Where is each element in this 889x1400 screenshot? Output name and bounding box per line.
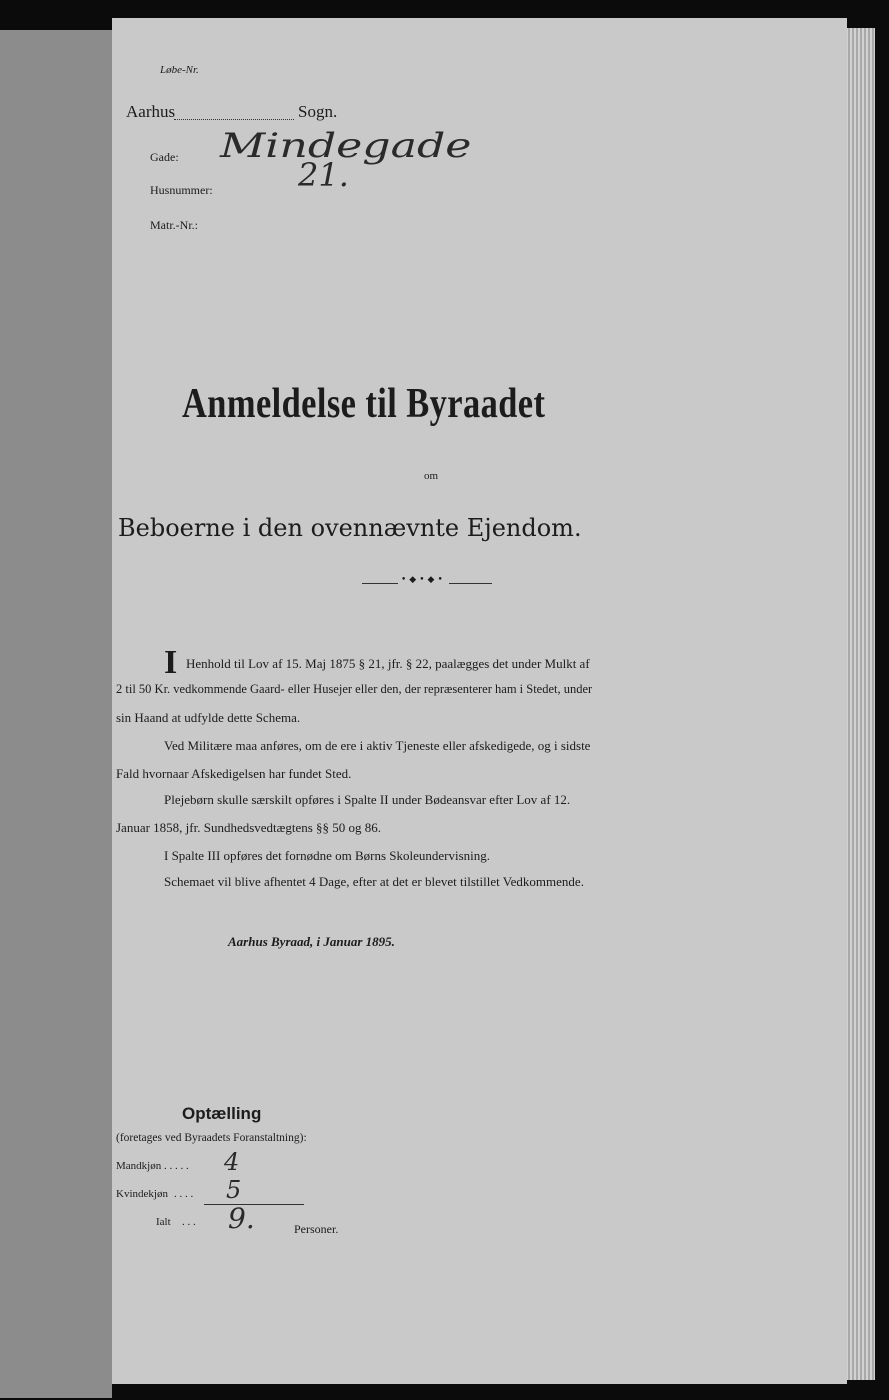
document-title: Anmeldelse til Byraadet — [182, 381, 546, 427]
house-number-label: Husnummer: — [150, 183, 213, 197]
female-value: 5 — [226, 1176, 242, 1204]
instruction-p1-line2: 2 til 50 Kr. vedkommende Gaard- eller Husejer eller den, der repræsenterer ham i Stedet, under — [116, 682, 593, 696]
parish-label: Sogn. — [298, 102, 338, 121]
title-connector: om — [424, 470, 439, 482]
instruction-p3-line2: Januar 1858, jfr. Sundhedsvedtægtens §§ 50 og 86. — [116, 820, 382, 835]
instruction-p1-line3: sin Haand at udfylde dette Schema. — [116, 710, 301, 725]
lobe-nr-label: Løbe-Nr. — [160, 64, 199, 76]
house-number-value: 21. — [298, 156, 349, 194]
left-page — [0, 30, 112, 1398]
instruction-p4: I Spalte III opføres det fornødne om Børns Skoleundervisning. — [164, 848, 491, 863]
instruction-p2-line2: Fald hvornaar Afskedigelsen har fundet Sted. — [116, 766, 352, 781]
total-dots: . . . — [182, 1216, 196, 1228]
male-value: 4 — [224, 1148, 240, 1176]
document-page — [112, 18, 847, 1384]
initial-letter: I — [164, 644, 178, 681]
instruction-p3-line1: Plejebørn skulle særskilt opføres i Spalte II under Bødeansvar efter Lov af 12. — [164, 792, 571, 807]
female-label: Kvindekjøn — [116, 1188, 168, 1200]
city-label: Aarhus — [126, 102, 176, 121]
male-dots: . . . . . — [164, 1160, 189, 1172]
parish-dotted-line — [174, 118, 294, 120]
instruction-p5: Schemaet vil blive afhentet 4 Dage, efter at det er blevet tilstillet Vedkommende. — [164, 874, 584, 889]
count-note: (foretages ved Byraadets Foranstaltning): — [116, 1132, 307, 1144]
total-label: Ialt — [156, 1216, 171, 1228]
count-heading: Optælling — [182, 1104, 262, 1123]
female-dots: . . . . — [174, 1188, 194, 1200]
persons-label: Personer. — [294, 1222, 339, 1236]
total-value: 9. — [228, 1202, 255, 1235]
document-subtitle: Beboerne i den ovennævnte Ejendom. — [118, 514, 582, 542]
street-label: Gade: — [150, 150, 179, 164]
signature-line: Aarhus Byraad, i Januar 1895. — [228, 934, 395, 949]
instruction-p2-line1: Ved Militære maa anføres, om de ere i aktiv Tjeneste eller afskedigede, og i sidste — [164, 738, 591, 753]
instruction-p1-line1: Henhold til Lov af 15. Maj 1875 § 21, jfr. § 22, paalægges det under Mulkt af — [186, 656, 590, 671]
matr-label: Matr.-Nr.: — [150, 218, 198, 232]
ornament-dots: •◆•◆• — [398, 575, 449, 585]
male-label: Mandkjøn — [116, 1160, 162, 1172]
street-value: Mindegade — [220, 126, 472, 166]
